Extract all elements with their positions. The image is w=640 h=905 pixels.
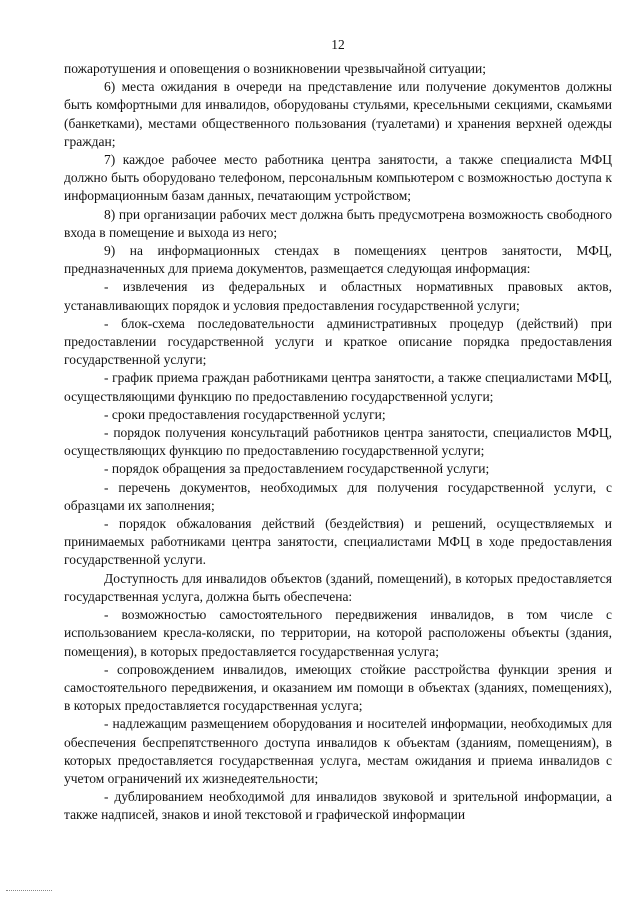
paragraph-continuation: пожаротушения и оповещения о возникновении чрезвычайной ситуации; [64, 61, 486, 76]
paragraph-bullet: - дублированием необходимой для инвалидов звуковой и зрительной информации, а также надписей, знаков и иной текстовой и графической информации [64, 789, 612, 823]
paragraph-item-6: 6) места ожидания в очереди на представление или получение документов должны быть комфортными для инвалидов, оборудованы стульями, кресельными секциями, скамьями (банкетками), местами общественного пользования (туалетами) и хранения верхней одежды граждан; [64, 79, 612, 149]
paragraph-bullet: - перечень документов, необходимых для получения государственной услуги, с образцами их заполнения; [64, 479, 612, 513]
paragraph-bullet: - надлежащим размещением оборудования и носителей информации, необходимых для обеспечения беспрепятственного доступа инвалидов к объектам (зданиям, помещениям), в которых предоставляется государственная услуга, местам ожидания и приема инвалидов с учетом ограничений их жизнедеятельности; [64, 716, 612, 786]
paragraph-bullet: - извлечения из федеральных и областных нормативных правовых актов, устанавливающих порядок и условия предоставления государственной услуги; [64, 279, 612, 313]
paragraph-bullet: - порядок обжалования действий (бездействия) и решений, осуществляемых и принимаемых работниками центра занятости, специалистами МФЦ в ходе предоставления государственной услуги. [64, 516, 612, 568]
paragraph-bullet: - сроки предоставления государственной услуги; [104, 406, 386, 422]
paragraph-bullet: - порядок обращения за предоставлением государственной услуги; [104, 461, 490, 477]
paragraph-item-8: 8) при организации рабочих мест должна быть предусмотрена возможность свободного входа в помещение и выхода из него; [64, 206, 612, 240]
paragraph-bullet: - сопровождением инвалидов, имеющих стойкие расстройства функции зрения и самостоятельного передвижения, и оказанием им помощи в объектах (зданиях, помещениях), в которых предоставляется государственная услуга; [64, 661, 612, 714]
paragraph-bullet: - блок-схема последовательности административных процедур (действий) при предоставлении государственной услуги и краткое описание порядка предоставления государственной услуги; [64, 315, 612, 368]
paragraph-item-7: 7) каждое рабочее место работника центра занятости, а также специалиста МФЦ должно быть оборудовано телефоном, персональным компьютером с возможностью доступа к информационным базам данных, печатающим устройством; [64, 152, 612, 204]
page-number: 12 [331, 37, 345, 52]
document-page [64, 36, 612, 825]
paragraph-bullet: - возможностью самостоятельного передвижения инвалидов, в том числе с использованием кресла-коляски, по территории, на которой расположены объекты (здания, помещения), в которых предоставляется государственная услуга; [64, 607, 612, 659]
scan-edge-mark [6, 888, 52, 891]
paragraph-item-9: 9) на информационных стендах в помещениях центров занятости, МФЦ, предназначенных для приема документов, размещается следующая информация: [64, 243, 612, 277]
paragraph-bullet: - порядок получения консультаций работников центра занятости, специалистов МФЦ, осуществляющих функцию по предоставлению государственной услуги; [64, 425, 612, 459]
paragraph-accessibility-intro: Доступность для инвалидов объектов (зданий, помещений), в которых предоставляется государственная услуга, должна быть обеспечена: [64, 570, 612, 604]
paragraph-bullet: - график приема граждан работниками центра занятости, а также специалистами МФЦ, осуществляющими функцию по предоставлению государственной услуги; [64, 370, 612, 404]
